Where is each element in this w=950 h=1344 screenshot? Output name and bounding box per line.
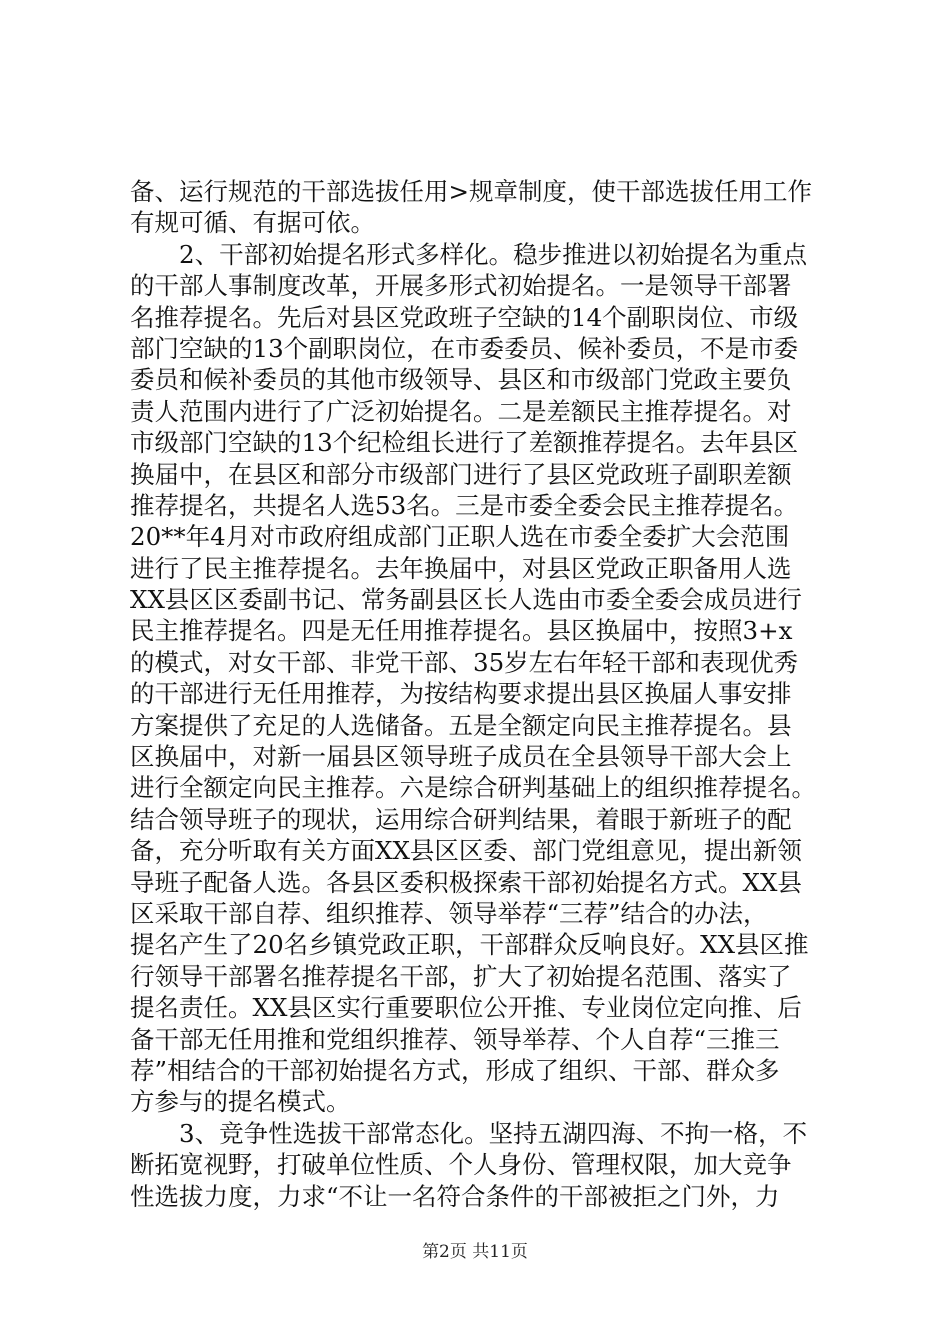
page-number-label: 第2页 共11页 xyxy=(422,1242,528,1262)
text-line: 部门空缺的13个副职岗位，在市委委员、候补委员，不是市委 xyxy=(130,333,799,363)
text-line: 备，充分听取有关方面XX县区区委、部门党组意见，提出新领 xyxy=(130,836,802,866)
text-line: 方案提供了充足的人选储备。五是全额定向民主推荐提名。县 xyxy=(130,710,792,740)
text-line: 结合领导班子的现状，运用综合研判结果，着眼于新班子的配 xyxy=(130,804,792,834)
text-line: 3、竞争性选拔干部常态化。坚持五湖四海、不拘一格，不 xyxy=(130,1118,808,1148)
text-line: 断拓宽视野，打破单位性质、个人身份、管理权限，加大竞争 xyxy=(130,1150,792,1180)
text-line: 方参与的提名模式。 xyxy=(130,1087,351,1117)
text-line: 区采取干部自荐、组织推荐、领导举荐“三荐”结合的办法， xyxy=(130,898,768,928)
text-line: 提名产生了20名乡镇党政正职，干部群众反响良好。XX县区推 xyxy=(130,930,809,960)
text-line: 荐”相结合的干部初始提名方式，形成了组织、干部、群众多 xyxy=(130,1055,780,1085)
text-line: 行领导干部署名推荐提名干部，扩大了初始提名范围、落实了 xyxy=(130,961,792,991)
text-line: 的干部人事制度改革，开展多形式初始提名。一是领导干部署 xyxy=(130,271,792,301)
text-line: 20**年4月对市政府组成部门正职人选在市委全委扩大会范围 xyxy=(130,522,790,552)
text-line: 的模式，对女干部、非党干部、35岁左右年轻干部和表现优秀 xyxy=(130,647,799,677)
text-line: 换届中，在县区和部分市级部门进行了县区党政班子副职差额 xyxy=(130,459,792,489)
text-line: 推荐提名，共提名人选53名。三是市委全委会民主推荐提名。 xyxy=(130,490,799,520)
text-line: 进行了民主推荐提名。去年换届中，对县区党政正职备用人选 xyxy=(130,553,792,583)
page-footer xyxy=(0,1240,950,1264)
text-line: 市级部门空缺的13个纪检组长进行了差额推荐提名。去年县区 xyxy=(130,428,799,458)
text-line: 备、运行规范的干部选拔任用>规章制度，使干部选拔任用工作 xyxy=(130,177,813,206)
text-line: 名推荐提名。先后对县区党政班子空缺的14个副职岗位、市级 xyxy=(130,302,799,332)
text-line: 导班子配备人选。各县区委积极探索干部初始提名方式。XX县 xyxy=(130,867,802,897)
document-body xyxy=(130,176,830,1212)
text-line: 有规可循、有据可依。 xyxy=(130,208,375,238)
text-line: 的干部进行无任用推荐，为按结构要求提出县区换届人事安排 xyxy=(130,679,792,709)
text-line: 民主推荐提名。四是无任用推荐提名。县区换届中，按照3+x xyxy=(130,616,793,646)
text-line: 区换届中，对新一届县区领导班子成员在全县领导干部大会上 xyxy=(130,742,792,772)
text-line: 责人范围内进行了广泛初始提名。二是差额民主推荐提名。对 xyxy=(130,396,792,426)
text-line: 进行全额定向民主推荐。六是综合研判基础上的组织推荐提名。 xyxy=(130,773,816,803)
text-line: 性选拔力度，力求“不让一名符合条件的干部被拒之门外，力 xyxy=(130,1181,780,1211)
text-line: 2、干部初始提名形式多样化。稳步推进以初始提名为重点 xyxy=(130,239,808,269)
text-line: XX县区区委副书记、常务副县区长人选由市委全委会成员进行 xyxy=(130,585,802,615)
text-line: 委员和候补委员的其他市级领导、县区和市级部门党政主要负 xyxy=(130,365,792,395)
text-line: 备干部无任用推和党组织推荐、领导举荐、个人自荐“三推三 xyxy=(130,1024,780,1054)
text-line: 提名责任。XX县区实行重要职位公开推、专业岗位定向推、后 xyxy=(130,993,802,1023)
